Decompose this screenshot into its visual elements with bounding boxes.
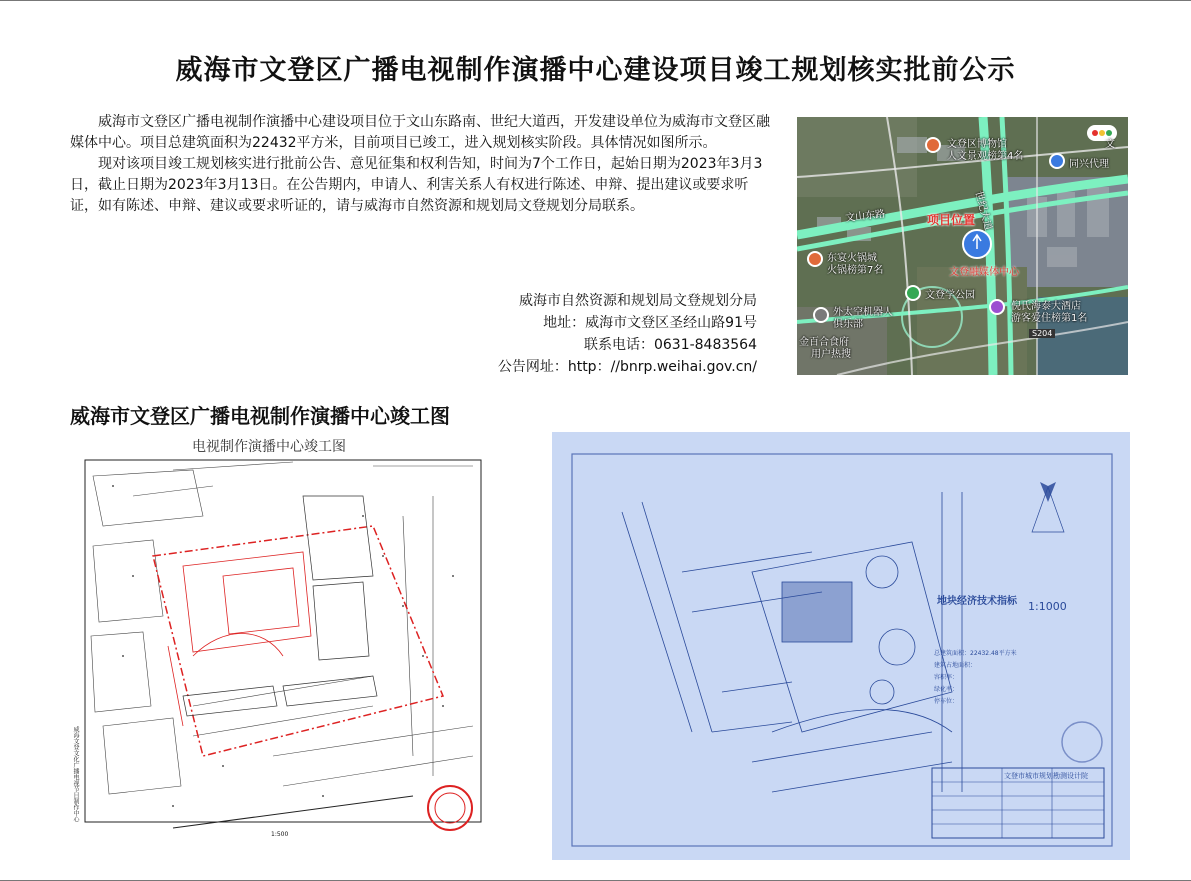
road-label-wenshan: 文山东路 (844, 208, 886, 225)
right-plan-spec-title: 地块经济技术指标 (937, 596, 1017, 607)
map-poi-museum[interactable]: 文登区博物馆 (947, 139, 1007, 150)
museum-pin-icon[interactable] (925, 137, 941, 153)
road-code-badge: S204 (1029, 329, 1055, 338)
project-site-label: 文登融媒体中心 (949, 267, 1019, 278)
park-pin-icon[interactable] (905, 285, 921, 301)
map-poi-dongyan-note: 火锅榜第7名 (827, 265, 884, 276)
right-plan-header: 文登市城市规划勘测设计院 (1004, 772, 1088, 780)
club-pin-icon[interactable] (813, 307, 829, 323)
intro-paragraph-2: 现对该项目竣工规划核实进行批前公告、意见征集和权利告知，时间为7个工作日，起始日期为2023年3月3日，截止日期为2023年3月13日。在公告期内，申请人、利害关系人有权进行陈述、申辩、提出建议或要求听证，如有陈述、申辩、建议或要求听证的，请与威海市自然资源和规划局文登规划分局联系。 (70, 156, 763, 214)
map-poi-museum-note: 人文景观榜第4名 (947, 151, 1024, 162)
spec-row: 停车位： (934, 698, 959, 705)
contact-agency: 威海市自然资源和规划局文登规划分局 (519, 293, 757, 309)
location-map[interactable] (797, 117, 1128, 375)
map-poi-jinbaihe[interactable]: 金百合食府 (799, 337, 849, 348)
left-plan-caption: 电视制作演播中心竣工图 (192, 439, 346, 455)
contact-block (498, 290, 757, 378)
right-plan-scale: 1:1000 (1028, 600, 1067, 613)
left-plan-side-text: 威海文登文化广播电视节目制作中心 (72, 726, 79, 822)
project-location-label: 项目位置 (927, 213, 976, 227)
map-poi-hotel[interactable]: 倪氏海泰大酒店 (1011, 301, 1081, 312)
contact-address: 地址：威海市文登区圣经山路91号 (543, 315, 757, 331)
shop-pin-icon[interactable] (1049, 153, 1065, 169)
left-plan-scale: 1:500 (271, 831, 289, 838)
intro-paragraph-1: 威海市文登区广播电视制作演播中心建设项目位于文山东路南、世纪大道西，开发建设单位为威海市文登区融媒体中心。项目总建筑面积为22432平方米，目前项目已竣工，进入规划核实阶段。具体情况如图所示。 (70, 114, 770, 151)
contact-website[interactable]: 公告网址：http：//bnrp.weihai.gov.cn/ (497, 359, 757, 375)
restaurant-pin-icon[interactable] (807, 251, 823, 267)
road-label-edge: 文 (1105, 139, 1115, 150)
hotel-pin-icon[interactable] (989, 299, 1005, 315)
map-poi-tongxing[interactable]: 同兴代理 (1069, 159, 1109, 170)
left-site-plan[interactable] (73, 456, 485, 848)
map-poi-park[interactable]: 文登学公园 (925, 290, 975, 301)
spec-row: 总建筑面积：22432.48平方米 (934, 650, 1017, 657)
map-poi-dongyan[interactable]: 东宴火锅城 (827, 253, 877, 264)
top-border (0, 0, 1191, 1)
contact-phone: 联系电话：0631-8483564 (583, 337, 757, 353)
spec-row: 绿化率： (934, 686, 959, 693)
section-title: 威海市文登区广播电视制作演播中心竣工图 (70, 404, 450, 428)
right-blueprint-drawing (552, 432, 1130, 860)
left-plan-drawing (73, 456, 485, 848)
spec-row: 容积率： (934, 674, 959, 681)
right-blueprint[interactable] (552, 432, 1130, 860)
map-poi-jinbaihe-note: 用户热搜 (811, 349, 851, 360)
map-poi-club[interactable]: 外太空机器人俱乐部 (833, 307, 893, 330)
road-label-shiji: 世纪大道 (972, 190, 994, 232)
intro-text (70, 112, 775, 217)
map-poi-hotel-note: 游客爱住榜第1名 (1011, 313, 1088, 324)
page-title: 威海市文登区广播电视制作演播中心建设项目竣工规划核实批前公示 (175, 55, 1016, 86)
spec-row: 建筑占地面积： (934, 662, 977, 669)
right-plan-specs (934, 648, 1017, 708)
